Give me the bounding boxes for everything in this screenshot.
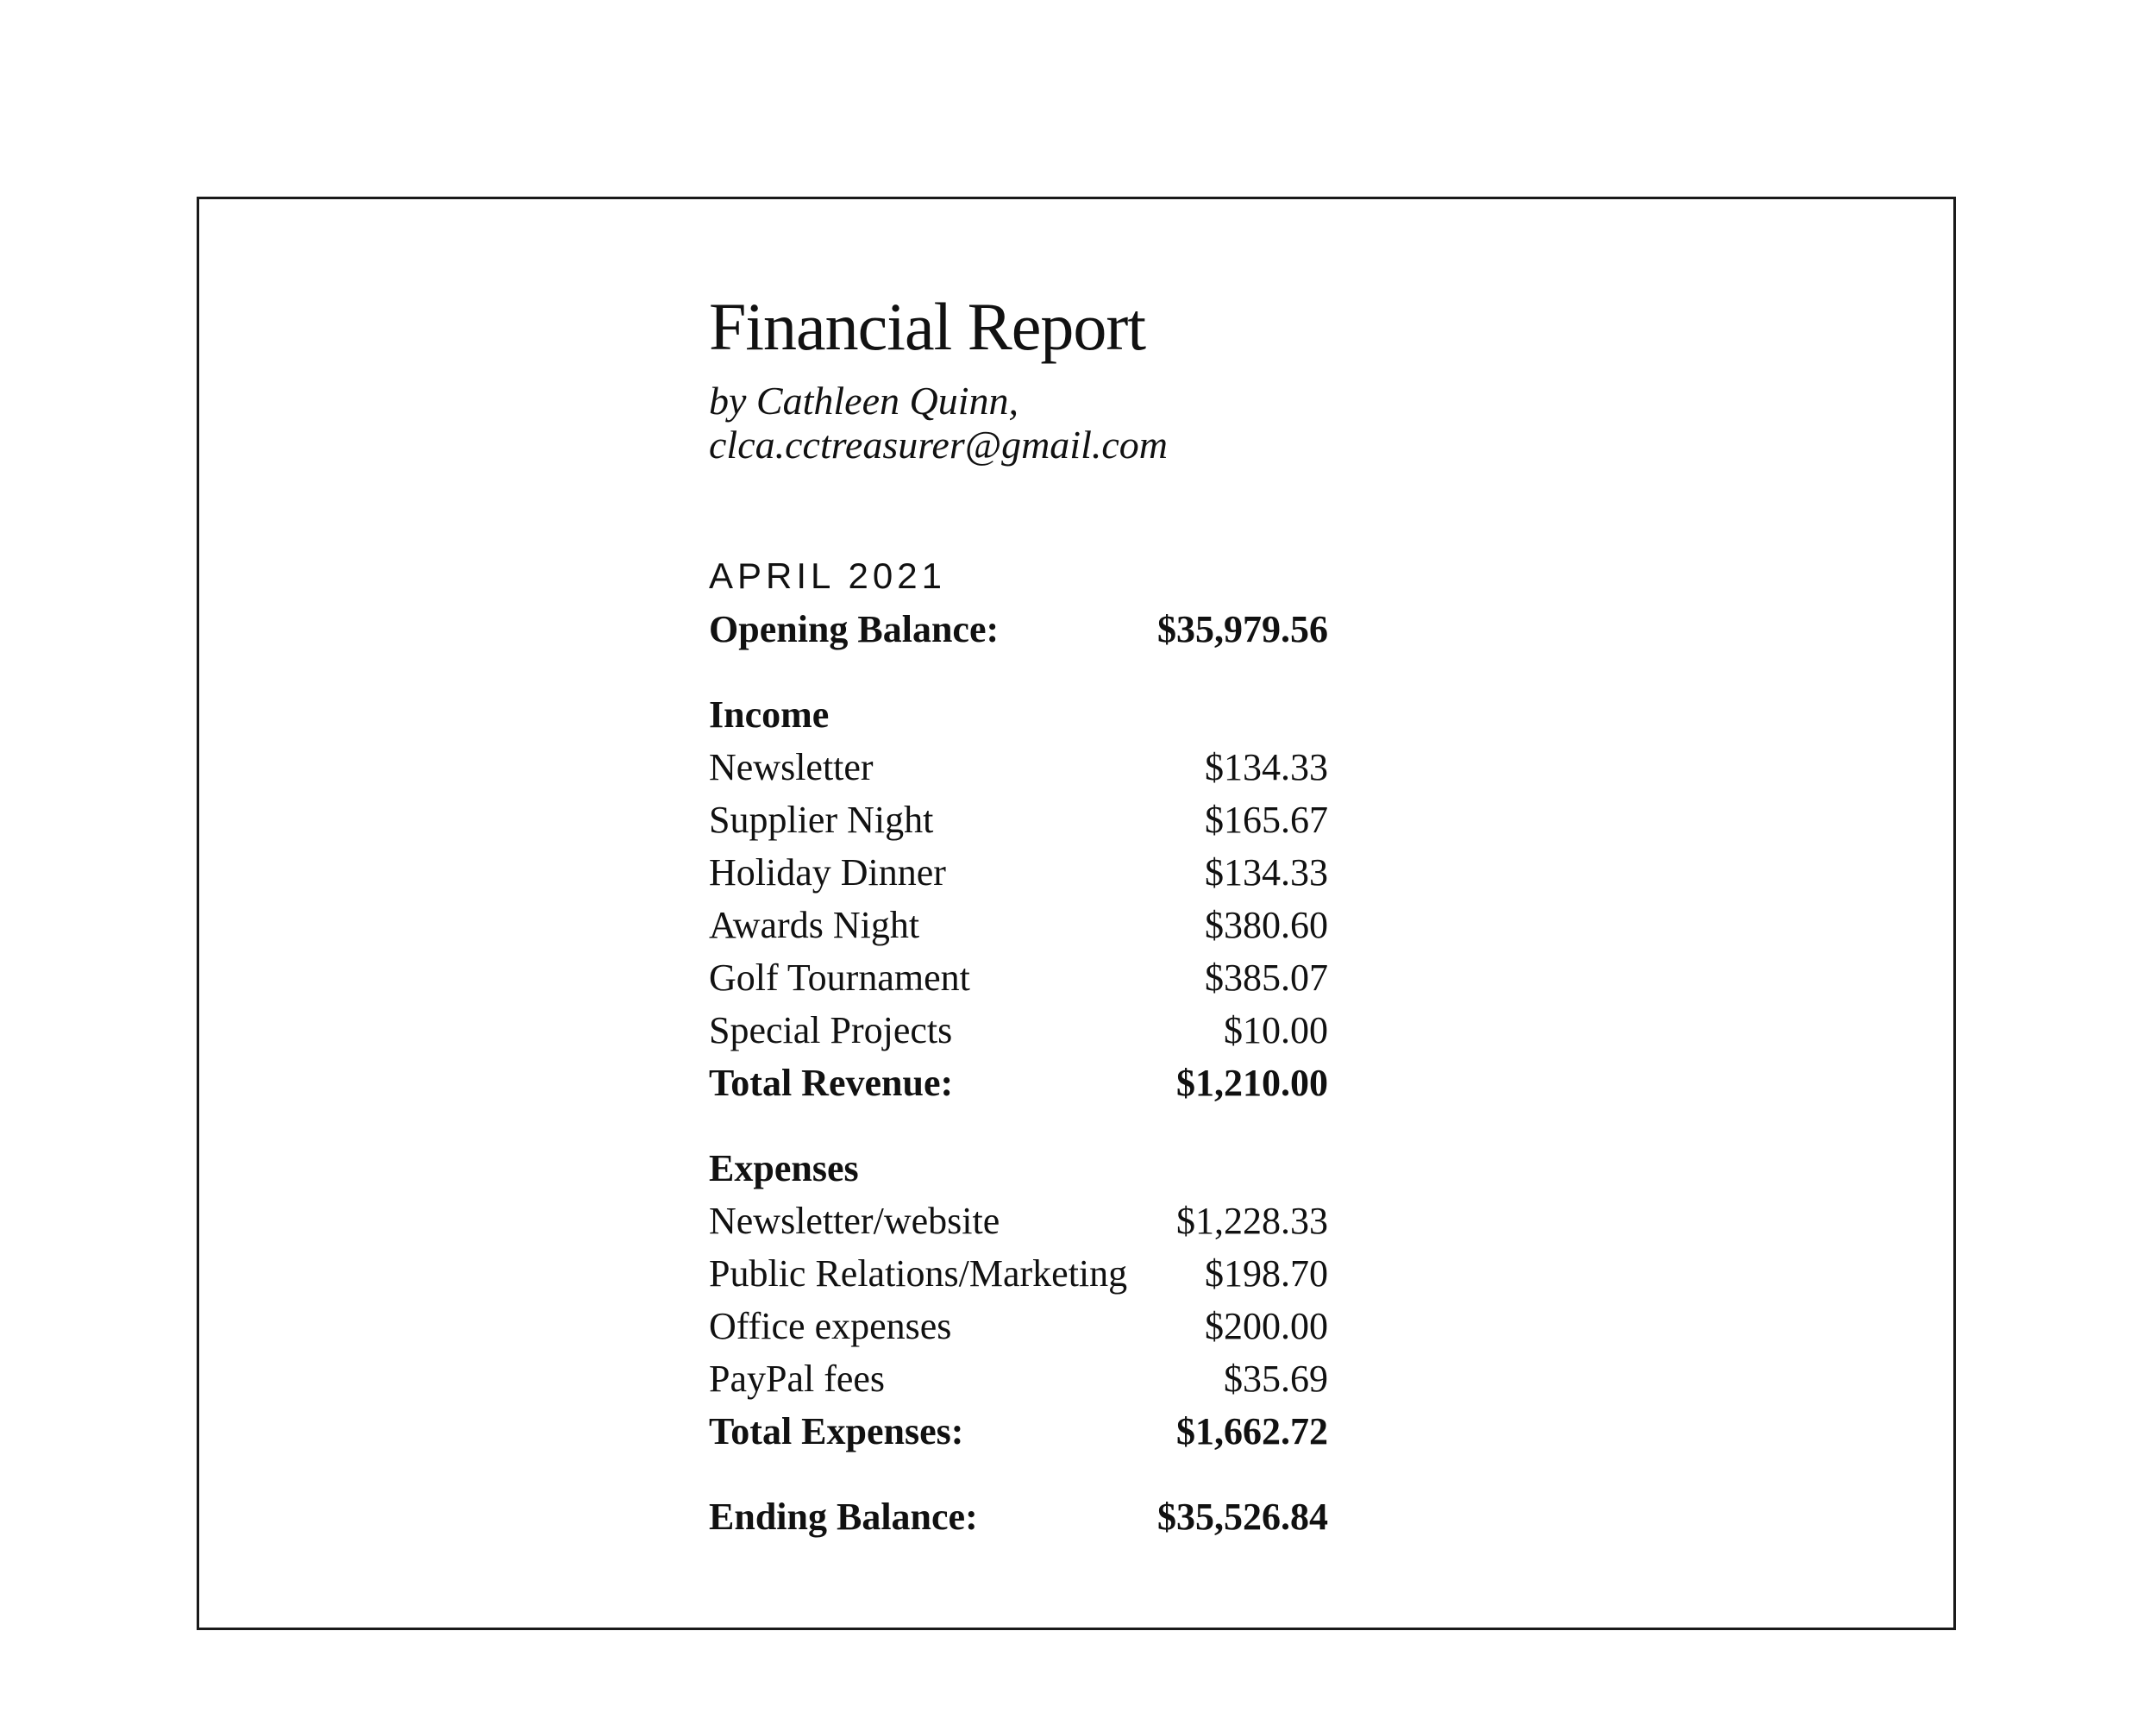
income-row xyxy=(709,794,1328,846)
expense-item-label: PayPal fees xyxy=(709,1358,886,1401)
opening-balance-amount: $35,979.56 xyxy=(1157,608,1328,651)
expense-item-amount: $35.69 xyxy=(1224,1358,1328,1401)
expense-row xyxy=(709,1195,1328,1247)
income-item-amount: $165.67 xyxy=(1205,799,1328,842)
income-item-label: Awards Night xyxy=(709,904,920,947)
expense-item-label: Public Relations/Marketing xyxy=(709,1252,1128,1295)
ending-balance-amount: $35,526.84 xyxy=(1157,1496,1328,1539)
income-item-label: Golf Tournament xyxy=(709,957,970,1000)
ending-balance-label: Ending Balance: xyxy=(709,1496,978,1539)
income-heading: Income xyxy=(709,693,830,737)
income-item-amount: $380.60 xyxy=(1205,904,1328,947)
income-item-amount: $134.33 xyxy=(1205,851,1328,894)
total-expenses-label: Total Expenses: xyxy=(709,1410,964,1453)
income-item-amount: $385.07 xyxy=(1205,957,1328,1000)
income-item-amount: $10.00 xyxy=(1224,1009,1328,1052)
opening-balance-label: Opening Balance: xyxy=(709,608,1000,651)
expense-row xyxy=(709,1352,1328,1405)
expense-item-label: Newsletter/website xyxy=(709,1200,1000,1243)
opening-balance-row xyxy=(709,603,1328,656)
income-item-label: Special Projects xyxy=(709,1009,953,1052)
expense-row xyxy=(709,1247,1328,1300)
total-expenses-amount: $1,662.72 xyxy=(1176,1410,1328,1453)
total-revenue-amount: $1,210.00 xyxy=(1176,1062,1328,1105)
total-revenue-row xyxy=(709,1057,1328,1109)
expenses-heading: Expenses xyxy=(709,1147,859,1190)
income-row xyxy=(709,899,1328,951)
income-item-amount: $134.33 xyxy=(1205,746,1328,789)
ending-balance-row xyxy=(709,1490,1328,1543)
income-row xyxy=(709,951,1328,1004)
total-revenue-label: Total Revenue: xyxy=(709,1062,954,1105)
income-item-label: Supplier Night xyxy=(709,799,934,842)
report-title: Financial Report xyxy=(709,289,1146,364)
report-byline: by Cathleen Quinn, clca.cctreasurer@gmail.com xyxy=(709,379,1168,467)
income-row xyxy=(709,741,1328,794)
report-content xyxy=(709,289,1485,1543)
expense-item-amount: $198.70 xyxy=(1205,1252,1328,1295)
expense-item-amount: $200.00 xyxy=(1205,1305,1328,1348)
expense-item-label: Office expenses xyxy=(709,1305,952,1348)
income-item-label: Holiday Dinner xyxy=(709,851,946,894)
expense-row xyxy=(709,1300,1328,1352)
income-item-label: Newsletter xyxy=(709,746,874,789)
income-row xyxy=(709,846,1328,899)
total-expenses-row xyxy=(709,1405,1328,1458)
expense-item-amount: $1,228.33 xyxy=(1176,1200,1328,1243)
report-period: APRIL 2021 xyxy=(709,555,946,597)
income-row xyxy=(709,1004,1328,1057)
